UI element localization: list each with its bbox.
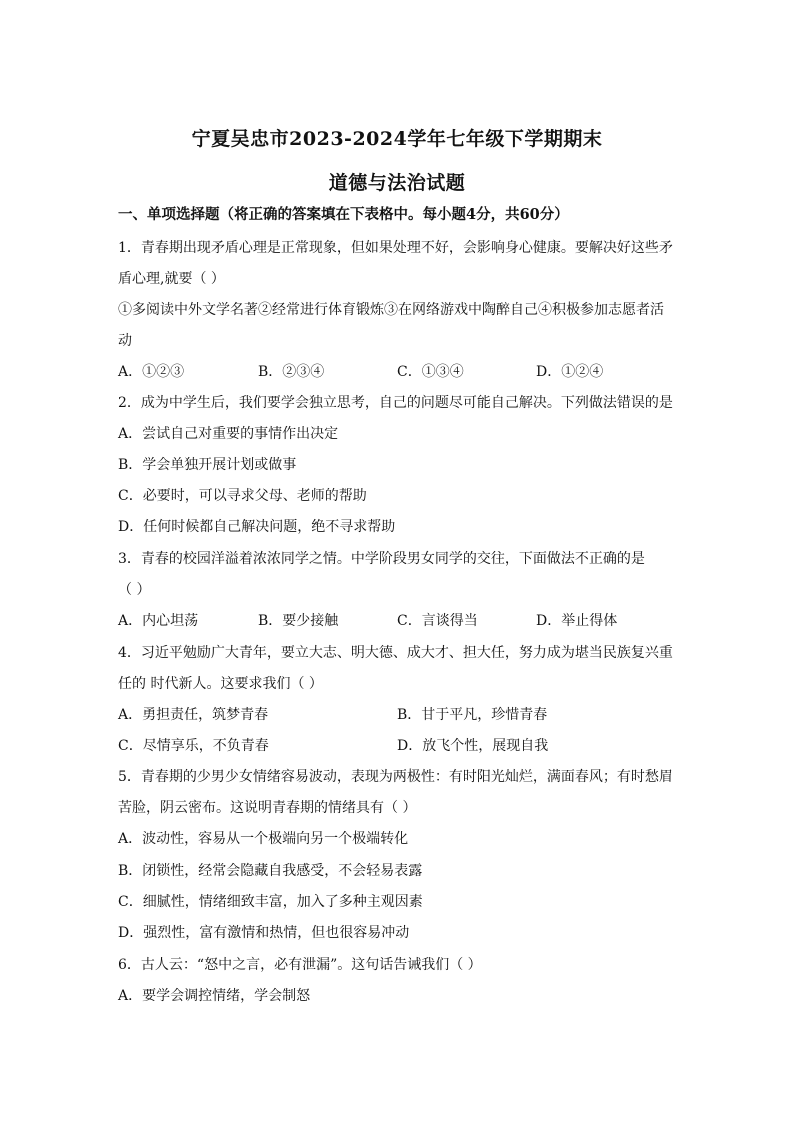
q1-option-d: D．①②④	[536, 364, 604, 380]
q1-items-line1: ①多阅读中外文学名著②经常进行体育锻炼③在网络游戏中陶醉自己④积极参加志愿者活	[118, 302, 664, 318]
q5-option-a: A．波动性，容易从一个极端向另一个极端转化	[118, 831, 409, 847]
q5-option-b: B．闭锁性，经常会隐藏自我感受，不会轻易表露	[118, 863, 423, 879]
exam-subtitle: 道德与法治试题	[328, 172, 466, 194]
q4-option-d: D．放飞个性，展现自我	[397, 738, 549, 754]
q6-option-a: A．要学会调控情绪，学会制怒	[118, 988, 311, 1004]
q4-stem-line2: 任的 时代新人。这要求我们（ ）	[118, 676, 323, 692]
q3-option-d: D．举止得体	[536, 613, 618, 629]
q3-option-a: A．内心坦荡	[118, 613, 199, 629]
q3-option-c: C．言谈得当	[397, 613, 478, 629]
q5-stem-line1: 5．青春期的少男少女情绪容易波动，表现为两极性：有时阳光灿烂，满面春风；有时愁眉	[118, 769, 673, 785]
q1-option-a: A．①②③	[118, 364, 185, 380]
q2-option-a: A．尝试自己对重要的事情作出决定	[118, 426, 339, 442]
q4-option-b: B．甘于平凡，珍惜青春	[397, 707, 548, 723]
q3-option-b: B．要少接触	[258, 613, 339, 629]
q4-stem-line1: 4．习近平勉励广大青年，要立大志、明大德、成大才、担大任，努力成为堪当民族复兴重	[118, 645, 673, 661]
section-heading: 一、单项选择题（将正确的答案填在下表格中。每小题4分，共60分）	[118, 206, 569, 223]
q1-option-c: C．①③④	[397, 364, 464, 380]
q2-option-d: D．任何时候都自己解决问题，绝不寻求帮助	[118, 519, 396, 535]
q1-option-b: B．②③④	[258, 364, 325, 380]
q2-stem: 2．成为中学生后，我们要学会独立思考，自己的问题尽可能自己解决。下列做法错误的是	[118, 395, 673, 411]
q3-stem-line2: （ ）	[118, 582, 151, 598]
q4-option-c: C．尽情享乐，不负青春	[118, 738, 269, 754]
q3-stem-line1: 3．青春的校园洋溢着浓浓同学之情。中学阶段男女同学的交往，下面做法不正确的是	[118, 551, 645, 567]
q5-stem-line2: 苦脸，阴云密布。这说明青春期的情绪具有（ ）	[118, 800, 417, 816]
q6-stem: 6．古人云：“怒中之言，必有泄漏”。这句话告诫我们（ ）	[118, 957, 482, 973]
q2-option-b: B．学会单独开展计划或做事	[118, 457, 297, 473]
q5-option-c: C．细腻性，情绪细致丰富，加入了多种主观因素	[118, 894, 423, 910]
q2-option-c: C．必要时，可以寻求父母、老师的帮助	[118, 488, 367, 504]
q1-stem-line2: 盾心理,就要（ ）	[118, 271, 225, 287]
q5-option-d: D．强烈性，富有激情和热情，但也很容易冲动	[118, 925, 410, 941]
q1-stem-line1: 1．青春期出现矛盾心理是正常现象，但如果处理不好，会影响身心健康。要解决好这些矛	[118, 240, 673, 256]
exam-title: 宁夏吴忠市2023-2024学年七年级下学期期末	[191, 128, 603, 150]
q1-items-line2: 动	[118, 333, 132, 349]
q4-option-a: A．勇担责任，筑梦青春	[118, 707, 269, 723]
